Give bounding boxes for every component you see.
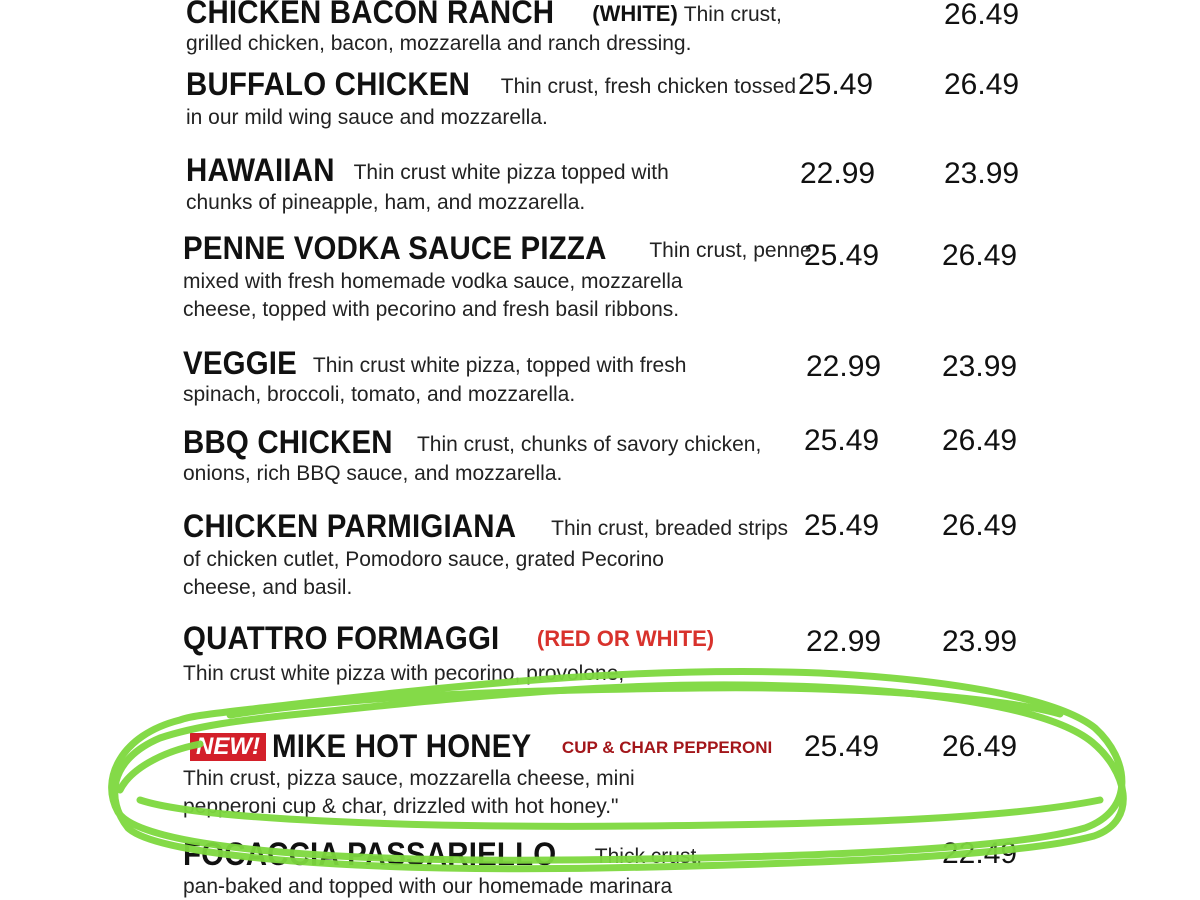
- item-tag: CUP & CHAR PEPPERONI: [561, 738, 773, 757]
- item-name: MIKE HOT HONEY: [271, 728, 532, 764]
- item-name: BBQ CHICKEN: [183, 424, 393, 460]
- item-name: CHICKEN BACON RANCH: [186, 0, 555, 30]
- item-name: CHICKEN PARMIGIANA: [183, 508, 517, 544]
- price-small: 25.49: [798, 68, 874, 101]
- item-heading: [183, 836, 702, 873]
- price-large: 26.49: [944, 68, 1020, 101]
- item-desc-inline: Thin crust, breaded strips: [551, 517, 789, 540]
- item-heading: [183, 424, 761, 461]
- item-tag: (WHITE): [592, 1, 678, 26]
- price-small: 25.49: [804, 509, 880, 542]
- price-small: 25.49: [804, 424, 880, 457]
- item-desc-line-2: cheese, and basil.: [183, 576, 353, 599]
- item-name: HAWAIIAN: [186, 152, 335, 188]
- item-desc-line-1: mixed with fresh homemade vodka sauce, mozzarella: [183, 270, 683, 293]
- price-large: 26.49: [942, 424, 1018, 457]
- item-name: PENNE VODKA SAUCE PIZZA: [183, 230, 607, 266]
- price-large: 23.99: [942, 625, 1018, 658]
- item-desc: grilled chicken, bacon, mozzarella and ranch dressing.: [186, 32, 692, 55]
- item-desc-line-2: cheese, topped with pecorino and fresh basil ribbons.: [183, 298, 680, 321]
- item-heading: [186, 66, 796, 103]
- item-desc: onions, rich BBQ sauce, and mozzarella.: [183, 462, 563, 485]
- item-desc-line-1: of chicken cutlet, Pomodoro sauce, grated Pecorino: [183, 548, 664, 571]
- item-heading: [190, 728, 772, 765]
- price-small: 22.99: [806, 625, 882, 658]
- price-large: 26.49: [944, 0, 1020, 31]
- item-heading: [186, 152, 669, 189]
- item-heading: [183, 508, 788, 545]
- price-small: 25.49: [804, 239, 880, 272]
- item-desc-inline: Thin crust white pizza topped with: [353, 161, 669, 184]
- new-badge: NEW!: [190, 733, 266, 761]
- item-desc-line-2: pepperoni cup & char, drizzled with hot honey.": [183, 795, 619, 818]
- item-heading: [183, 345, 686, 382]
- item-desc-inline: Thin crust, chunks of savory chicken,: [416, 433, 762, 456]
- item-desc: chunks of pineapple, ham, and mozzarella.: [186, 191, 586, 214]
- price-small: 22.99: [800, 157, 876, 190]
- price-large: 22.49: [942, 837, 1018, 870]
- item-name: FOCACCIA PASSARIELLO: [183, 836, 557, 872]
- item-desc: in our mild wing sauce and mozzarella.: [186, 106, 548, 129]
- item-desc: spinach, broccoli, tomato, and mozzarella.: [183, 383, 576, 406]
- price-large: 26.49: [942, 509, 1018, 542]
- item-name: BUFFALO CHICKEN: [186, 66, 471, 102]
- price-large: 26.49: [942, 239, 1018, 272]
- item-name: QUATTRO FORMAGGI: [183, 620, 500, 656]
- item-tag: (RED OR WHITE): [536, 626, 715, 651]
- item-desc-inline: Thin crust, fresh chicken tossed: [500, 75, 797, 98]
- item-heading: [186, 0, 782, 31]
- item-heading: [183, 230, 812, 267]
- price-small: 22.99: [806, 350, 882, 383]
- item-desc-inline: Thin crust,: [683, 3, 782, 26]
- item-desc-inline: Thick crust,: [594, 845, 703, 868]
- item-heading: [183, 620, 714, 657]
- item-desc: pan-baked and topped with our homemade marinara: [183, 875, 673, 898]
- price-large: 26.49: [942, 730, 1018, 763]
- price-large: 23.99: [942, 350, 1018, 383]
- item-desc-inline: Thin crust, penne: [649, 239, 812, 262]
- item-desc-inline: Thin crust white pizza, topped with fresh: [312, 354, 687, 377]
- price-large: 23.99: [944, 157, 1020, 190]
- item-desc: Thin crust white pizza with pecorino, provolone,: [183, 662, 625, 685]
- price-small: 25.49: [804, 730, 880, 763]
- item-desc-line-1: Thin crust, pizza sauce, mozzarella cheese, mini: [183, 767, 635, 790]
- item-name: VEGGIE: [183, 345, 297, 381]
